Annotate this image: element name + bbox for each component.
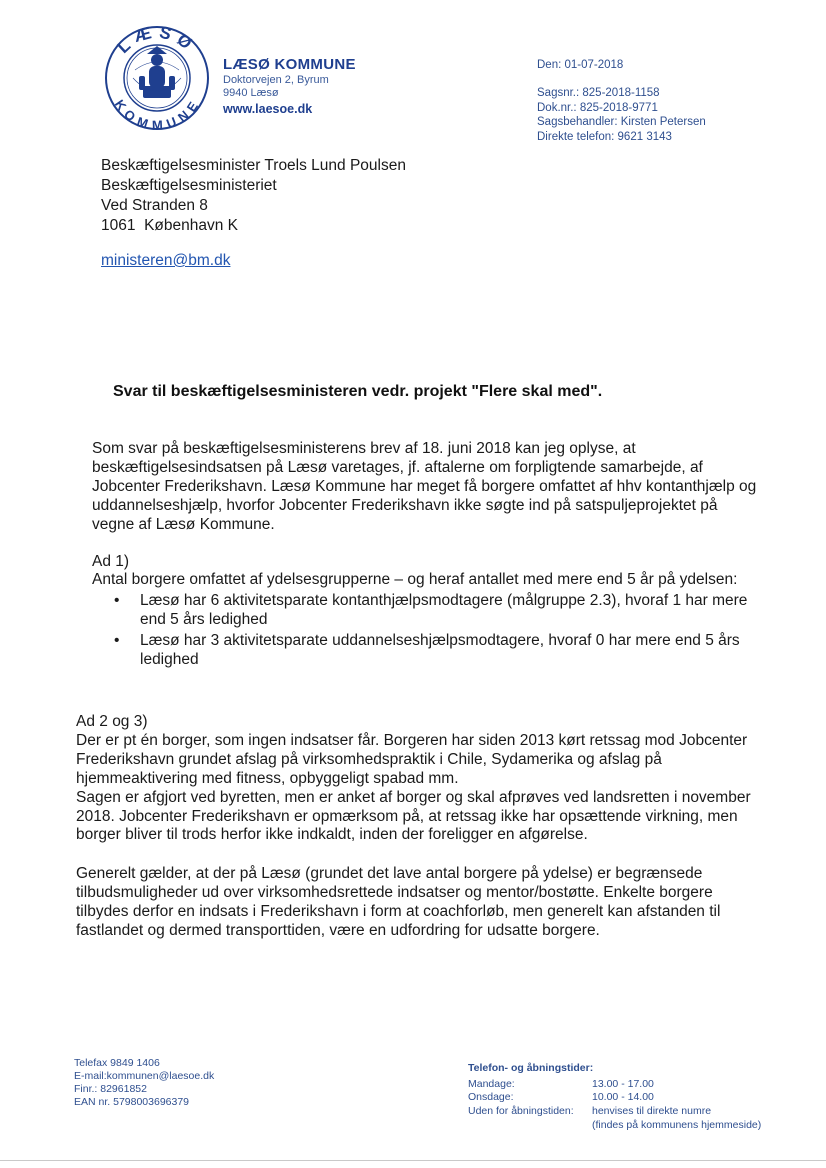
case-handler: Sagsbehandler: Kirsten Petersen: [537, 116, 706, 129]
recipient-address: [101, 156, 406, 237]
intro-paragraph: Som svar på beskæftigelsesministerens brev af 18. juni 2018 kan jeg oplyse, at beskæftigelsesindsatsen på Læsø varetages, jf. aftalerne om forpligtende samarbejde, af Jobcenter Frederikshavn. Læsø Kommune har meget få borgere omfattet af hhv kontanthjælp og uddannelseshjælp, hvorfor Jobcenter Frederikshavn ikke søgte ind på satspuljeprojektet på vegne af Læsø Kommune.: [92, 440, 757, 533]
footer-finr: Finr.: 82961852: [74, 1083, 147, 1096]
letter-date: Den: 01-07-2018: [537, 59, 624, 71]
org-address-line2: 9940 Læsø: [223, 87, 279, 100]
organization-block: [223, 56, 356, 117]
recipient-email-link[interactable]: ministeren@bm.dk: [101, 252, 231, 269]
footer-telefax: Telefax 9849 1406: [74, 1057, 160, 1069]
hours-time: (findes på kommunens hjemmeside): [592, 1118, 762, 1131]
letter-body-part1: [92, 440, 760, 672]
ad23-heading: Ad 2 og 3): [76, 713, 148, 730]
municipality-seal-icon: [103, 24, 211, 132]
footer-ean: EAN nr. 5798003696379: [74, 1096, 190, 1109]
hours-time: henvises til direkte numre: [592, 1104, 712, 1117]
hours-day: Onsdage:: [468, 1091, 514, 1104]
recipient-line2: Beskæftigelsesministeriet: [101, 177, 277, 195]
recipient-line4: 1061 København K: [101, 217, 239, 235]
ad23-paragraph1: Der er pt én borger, som ingen indsatser får. Borgeren har siden 2013 kørt retssag mod Jobcenter Frederikshavn grundet afslag på virksomhedspraktik i Chile, Sydamerika og afslag på hjemmeaktivering med fitness, opbyggeligt spabad mm.: [76, 731, 748, 787]
page-bottom-divider: [0, 1160, 826, 1161]
hours-day: Mandage:: [468, 1077, 515, 1090]
general-paragraph: Generelt gælder, at der på Læsø (grundet det lave antal borgere på ydelse) er begrænsede tilbudsmuligheder ud over virksomhedsrettede indsatser og mentor/bostøtte. Enkelte borgere tilbydes derfor en indsats i Frederikshavn i form at coachforløb, men generelt kan afstanden til fastlandet og dermed transporttiden, være en udfordring for udsatte borgere.: [76, 865, 721, 940]
opening-hours-heading: Telefon- og åbningstider:: [468, 1062, 594, 1074]
hours-day: Uden for åbningstiden:: [468, 1104, 574, 1117]
hours-time: 10.00 - 14.00: [592, 1091, 654, 1104]
document-number: Dok.nr.: 825-2018-9771: [537, 101, 658, 114]
footer-contact: [74, 1057, 214, 1110]
recipient-line1: Beskæftigelsesminister Troels Lund Poulsen: [101, 157, 406, 174]
letter-subject: Svar til beskæftigelsesministeren vedr. projekt "Flere skal med".: [113, 383, 603, 400]
list-item: • Læsø har 3 aktivitetsparate uddannelseshjælpsmodtagere, hvoraf 0 har mere end 5 års ledighed: [140, 632, 760, 670]
ad23-paragraph2: Sagen er afgjort ved byretten, men er anket af borger og skal afprøves ved landsretten i november 2018. Jobcenter Frederikshavn er opmærksom på, at retssag ikke har opsættende virkning, men borger bliver til trods herfor ikke indkaldt, inden der foreligger en afgørelse.: [76, 788, 751, 844]
org-website-link[interactable]: www.laesoe.dk: [223, 102, 313, 117]
seal-text-top: LÆSØ: [113, 24, 201, 58]
case-number: Sagsnr.: 825-2018-1158: [537, 87, 660, 100]
ad1-bullet-list: [92, 592, 760, 670]
list-item: • Læsø har 6 aktivitetsparate kontanthjælpsmodtagere (målgruppe 2.3), hvoraf 1 har mere end 5 års ledighed: [140, 592, 760, 630]
opening-hours-table: [468, 1078, 761, 1133]
footer-opening-hours: [468, 1062, 761, 1132]
footer-email: E-mail:kommunen@laesoe.dk: [74, 1070, 215, 1083]
seal-text-bottom: KOMMUNE: [111, 96, 203, 132]
direct-phone: Direkte telefon: 9621 3143: [537, 130, 672, 143]
hours-day: [468, 1119, 592, 1133]
ad1-intro: Antal borgere omfattet af ydelsesgrupperne – og heraf antallet med mere end 5 år på ydelsen:: [92, 571, 738, 589]
hours-time: 13.00 - 17.00: [592, 1077, 654, 1090]
org-address-line1: Doktorvejen 2, Byrum: [223, 74, 329, 86]
case-meta-block: [537, 58, 706, 144]
letter-body-part2: [76, 713, 756, 941]
recipient-line3: Ved Stranden 8: [101, 197, 208, 215]
org-name: LÆSØ KOMMUNE: [223, 56, 356, 73]
ad1-heading: Ad 1): [92, 552, 130, 570]
